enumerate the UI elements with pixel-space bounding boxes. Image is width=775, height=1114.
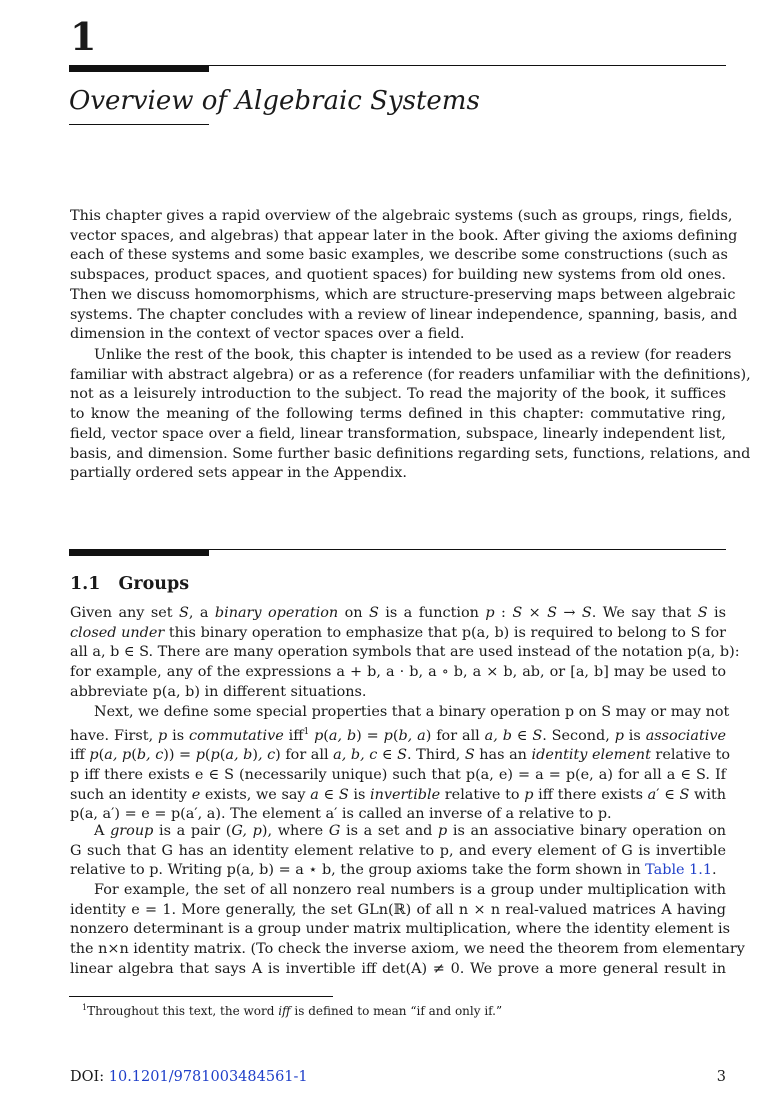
- text-line: basis, and dimension. Some further basic definitions regarding sets, functions, relations, and: [70, 445, 751, 462]
- text-line: all a, b ∈ S. There are many operation symbols that are used instead of the notation p(a, b):: [70, 644, 740, 661]
- text-line: vector spaces, and algebras) that appear later in the book. After giving the axioms defining: [70, 227, 738, 244]
- section-title: Groups: [118, 574, 190, 594]
- text-line: For example, the set of all nonzero real numbers is a group under multiplication with: [94, 882, 726, 898]
- text-line: relative to p. Writing p(a, b) = a ⋆ b, the group axioms take the form shown in Table 1.1.: [70, 862, 717, 879]
- footnote-rule: [69, 996, 333, 997]
- text-line: the n×n identity matrix. (To check the inverse axiom, we need the theorem from elementary: [70, 941, 745, 958]
- text-line: each of these systems and some basic examples, we describe some constructions (such as: [70, 247, 728, 264]
- text-line: p(a, a′) = e = p(a′, a). The element a′ is called an inverse of a relative to p.: [70, 806, 612, 823]
- text-line: subspaces, product spaces, and quotient spaces) for building new systems from old ones.: [70, 267, 726, 284]
- text-line: iff p(a, p(b, c)) = p(p(a, b), c) for all a, b, c ∈ S. Third, S has an identity element relative to: [70, 747, 731, 764]
- text-line: not as a leisurely introduction to the subject. To read the majority of the book, it suffices: [70, 386, 726, 403]
- chapter-title: Overview of Algebraic Systems: [69, 86, 480, 116]
- text-line: G such that G has an identity element relative to p, and every element of G is invertible: [70, 842, 726, 859]
- text-line: nonzero determinant is a group under matrix multiplication, where the identity element is: [70, 921, 730, 938]
- groups-paragraph-4: [70, 881, 745, 980]
- doi-label: DOI:: [70, 1069, 109, 1085]
- table-1-1-link[interactable]: Table 1.1: [645, 862, 713, 879]
- section-heading: [70, 572, 207, 596]
- text-line: familiar with abstract algebra) or as a reference (for readers unfamiliar with the definitions),: [70, 366, 751, 383]
- text-line: Given any set S, a binary operation on S is a function p : S × S → S. We say that S is: [70, 605, 726, 621]
- text-line: Unlike the rest of the book, this chapter is intended to be used as a review (for readers: [94, 347, 732, 363]
- chapter-number: 1: [70, 14, 97, 59]
- text-line: have. First, p is commutative iff$^1$ p(a, b) = p(b, a) for all a, b ∈ S. Second, p is associative: [70, 726, 726, 744]
- intro-paragraph-1: [70, 207, 738, 345]
- footnote-mark: 1: [82, 1003, 88, 1012]
- text-line: identity e = 1. More generally, the set GLn(ℝ) of all n × n real-valued matrices A having: [70, 901, 726, 918]
- text-line: for example, any of the expressions a + b, a · b, a ∘ b, a × b, ab, or [a, b] may be used to: [70, 664, 726, 681]
- text-line: partially ordered sets appear in the Appendix.: [70, 465, 407, 482]
- text-line: abbreviate p(a, b) in different situations.: [70, 683, 367, 700]
- title-underline: [69, 124, 209, 125]
- text-line: such an identity e exists, we say a ∈ S is invertible relative to p iff there exists a′ ∈ S with: [70, 786, 727, 803]
- text-line: Then we discuss homomorphisms, which are structure-preserving maps between algebraic: [70, 286, 736, 303]
- section-number: 1.1: [70, 574, 101, 594]
- intro-paragraph-2: [70, 346, 751, 484]
- footnote: $^1$Throughout this text, the word iff is defined to mean “if and only if.”: [82, 1003, 503, 1018]
- doi: [70, 1067, 308, 1087]
- text-line: A group is a pair (G, p), where G is a set and p is an associative binary operation on: [94, 823, 727, 839]
- section-rule-thick: [69, 549, 209, 556]
- text-line: systems. The chapter concludes with a review of linear independence, spanning, basis, and: [70, 306, 738, 323]
- doi-link[interactable]: 10.1201/9781003484561-1: [108, 1069, 308, 1085]
- text-line: This chapter gives a rapid overview of the algebraic systems (such as groups, rings, fields,: [70, 208, 733, 224]
- text-line: Next, we define some special properties that a binary operation p on S may or may not: [94, 704, 730, 720]
- chapter-rule-thick: [69, 65, 209, 72]
- groups-paragraph-1: [70, 604, 740, 703]
- page-number: 3: [716, 1069, 726, 1085]
- text-line: linear algebra that says A is invertible iff det(A) ≠ 0. We prove a more general result in: [70, 960, 726, 977]
- text-line: p iff there exists e ∈ S (necessarily unique) such that p(a, e) = a = p(e, a) for all a ∈ S. If: [70, 766, 726, 783]
- text-line: closed under this binary operation to emphasize that p(a, b) is required to belong to S for: [70, 624, 726, 641]
- text-line: dimension in the context of vector spaces over a field.: [70, 326, 465, 343]
- groups-paragraph-3: [70, 822, 726, 881]
- text-line: to know the meaning of the following terms defined in this chapter: commutative ring,: [70, 406, 726, 423]
- text-line: field, vector space over a field, linear transformation, subspace, linearly independent list,: [70, 425, 726, 442]
- groups-paragraph-2: [70, 703, 731, 825]
